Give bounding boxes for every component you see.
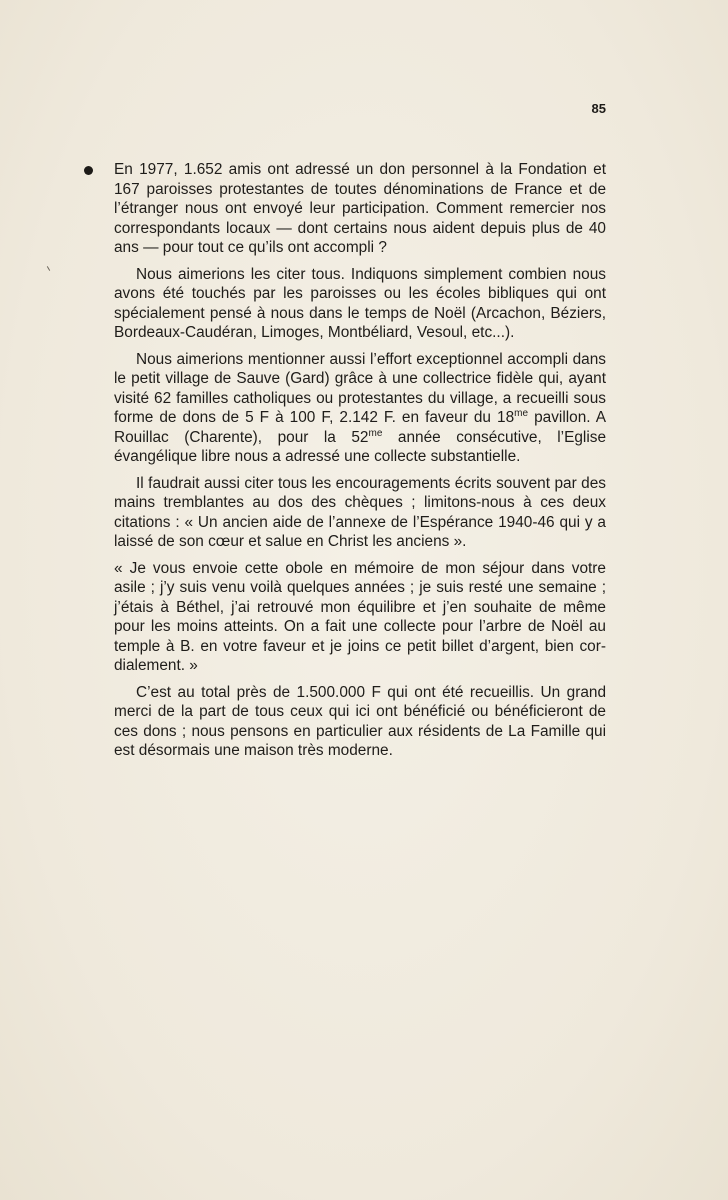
superscript: me: [514, 407, 529, 419]
paragraph-donations-1977: [114, 160, 606, 258]
paragraph-total: [114, 683, 606, 761]
paragraph-text: « Je vous envoie cette obole en mémoire de mon séjour dans votre asile ; j’y suis venu voilà quelques années ; je suis resté une semaine ; j’étais à Béthel, j’ai retrouvé mon équilibre et j’en souhaite de même pour les moins atteints. On a fait une collecte pour l’arbre de Noël au temple à B. en votre faveur et je joins ce petit billet d’argent, bien cordialement. »: [114, 559, 606, 674]
bullet-icon: [84, 166, 93, 175]
paragraph-encouragements: [114, 474, 606, 552]
paragraph-quote: [114, 559, 606, 676]
paragraph-parishes: [114, 265, 606, 343]
paragraph-text: Nous aimerions les citer tous. Indiquons simplement combien nous avons été touchés par les paroisses ou les écoles bibliques qui ont spécialement pensé à nous dans le temps de Noël (Arcachon, Béziers, Bordeaux-Caudéran, Limoges, Montbéliard, Vesoul, etc...).: [114, 265, 606, 341]
margin-mark: [47, 266, 50, 271]
paragraph-text: C’est au total près de 1.500.000 F qui ont été recueillis. Un grand merci de la part de tous ceux qui ici ont bénéficié ou bénéficieront de ces dons ; nous pensons en particulier aux résidents de La Famille qui est désormais une maison très moderne.: [114, 683, 606, 759]
paragraph-text: année consécutive, l’Eglise évangélique libre nous a adressé une collecte substantielle.: [114, 428, 607, 465]
paragraph-text: En 1977, 1.652 amis ont adressé un don personnel à la Fondation et 167 paroisses protestantes de toutes dénominations de France et de l’étranger nous ont envoyé leur participation. Comment remercier nos correspondants locaux — dont certains nous aident depuis plus de 40 ans — pour tout ce qu’ils ont accompli ?: [114, 161, 606, 256]
paragraph-text: Il faudrait aussi citer tous les encouragements écrits souvent par des mains tremblantes au dos des chèques ; limitons-nous à ces deux citations : « Un ancien aide de l’annexe de l’Espérance 1940-46 qui y a laissé de son cœur et salue en Christ les anciens ».: [114, 474, 606, 550]
paragraph-text: Nous aimerions mentionner aussi l’effort exceptionnel accompli dans le petit village de Sauve (Gard) grâce à une collectrice fidèle qui, ayant visité 62 familles catholiques ou protestantes du village, a recueilli sous forme de dons de 5 F à 100 F, 2.142 F. en faveur du 18: [114, 350, 606, 426]
page-number: 85: [591, 101, 606, 116]
superscript: me: [368, 427, 383, 439]
body-text: [114, 160, 606, 768]
paragraph-text: pavillon. A Rouillac (Charente), pour la 52: [114, 409, 607, 446]
paragraph-sauve-collection: [114, 350, 606, 467]
